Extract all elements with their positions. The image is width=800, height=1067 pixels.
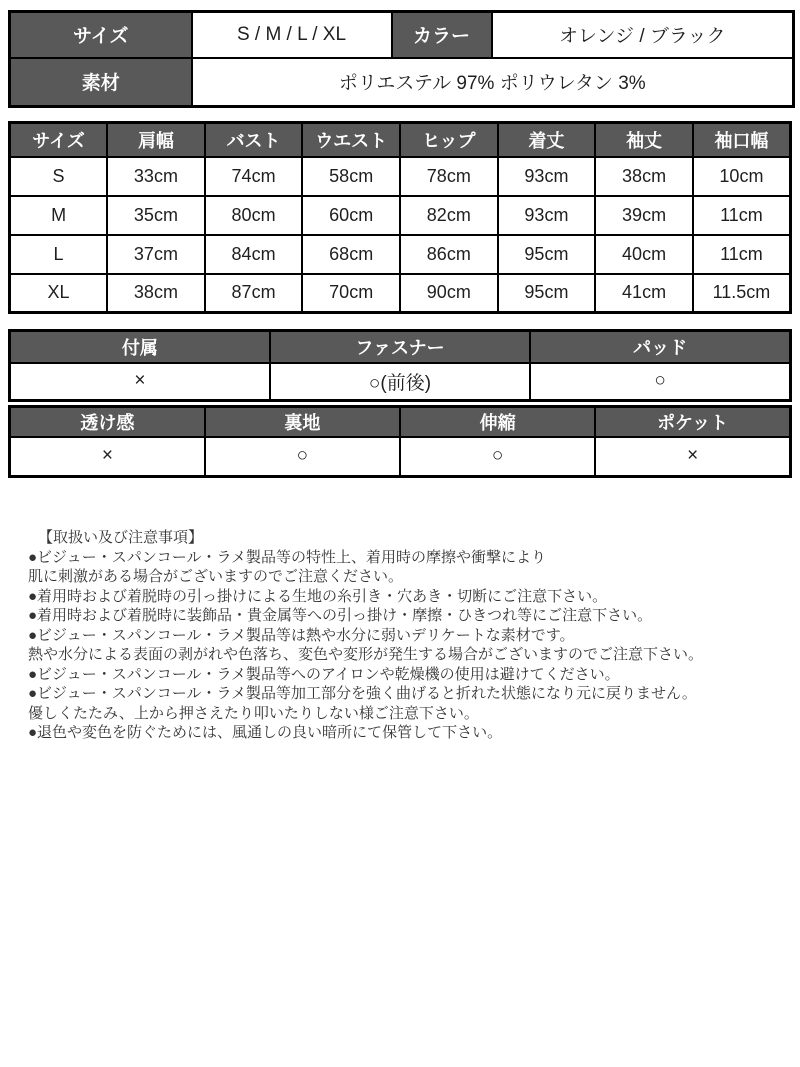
col-header-cuff: 袖口幅 [693,123,791,157]
cell-size: L [10,235,108,274]
care-note-line: ●ビジュー・スパンコール・ラメ製品等は熱や水分に弱いデリケートな素材です。 [28,626,575,644]
cell-hip: 90cm [400,274,498,313]
header-fastener: ファスナー [270,331,530,363]
value-pocket: × [595,437,790,477]
measurement-row-xl [10,274,791,313]
col-header-length: 着丈 [498,123,596,157]
cell-hip: 82cm [400,196,498,235]
measurement-row-l [10,235,791,274]
cell-waist: 70cm [302,274,400,313]
measurement-row-s [10,157,791,196]
cell-bust: 87cm [205,274,303,313]
cell-bust: 74cm [205,157,303,196]
cell-cuff: 11cm [693,235,791,274]
header-lining: 裏地 [205,407,400,437]
cell-sleeve: 40cm [595,235,693,274]
cell-shoulder: 37cm [107,235,205,274]
col-header-size: サイズ [10,123,108,157]
cell-hip: 86cm [400,235,498,274]
care-note-line: ●着用時および着脱時の引っ掛けによる生地の糸引き・穴あき・切断にご注意下さい。 [28,587,608,605]
feature1-value-row [10,363,791,401]
care-notes-title: 【取扱い及び注意事項】 [38,529,204,546]
cell-waist: 68cm [302,235,400,274]
cell-size: M [10,196,108,235]
measurement-row-m [10,196,791,235]
col-header-waist: ウエスト [302,123,400,157]
color-value-cell: オレンジ / ブラック [492,12,794,58]
cell-size: S [10,157,108,196]
cell-length: 93cm [498,196,596,235]
cell-cuff: 11cm [693,196,791,235]
header-pad: パッド [530,331,790,363]
cell-hip: 78cm [400,157,498,196]
care-notes [8,528,792,743]
cell-sleeve: 41cm [595,274,693,313]
cell-sleeve: 39cm [595,196,693,235]
size-value-cell: S / M / L / XL [192,12,392,58]
cell-waist: 58cm [302,157,400,196]
cell-size: XL [10,274,108,313]
spec-material-row [10,58,794,107]
feature-table-1 [8,329,792,402]
value-stretch: ○ [400,437,595,477]
value-pad: ○ [530,363,790,401]
col-header-hip: ヒップ [400,123,498,157]
feature-table-2 [8,405,792,478]
care-note-line: 優しくたたみ、上から押さえたり叩いたりしない様ご注意下さい。 [28,704,479,722]
cell-length: 95cm [498,274,596,313]
value-lining: ○ [205,437,400,477]
material-value-cell: ポリエステル 97% ポリウレタン 3% [192,58,794,107]
care-note-line: ●ビジュー・スパンコール・ラメ製品等の特性上、着用時の摩擦や衝撃により [28,548,547,566]
care-note-line: ●ビジュー・スパンコール・ラメ製品等へのアイロンや乾燥機の使用は避けてください。 [28,665,620,683]
cell-shoulder: 35cm [107,196,205,235]
spec-table [8,10,795,108]
header-sheerness: 透け感 [10,407,205,437]
measurement-table [8,121,792,314]
col-header-sleeve: 袖丈 [595,123,693,157]
cell-length: 93cm [498,157,596,196]
material-label-cell: 素材 [10,58,192,107]
cell-bust: 80cm [205,196,303,235]
cell-bust: 84cm [205,235,303,274]
color-label-cell: カラー [392,12,492,58]
header-pocket: ポケット [595,407,790,437]
header-stretch: 伸縮 [400,407,595,437]
col-header-shoulder: 肩幅 [107,123,205,157]
value-accessory: × [10,363,270,401]
col-header-bust: バスト [205,123,303,157]
size-label-cell: サイズ [10,12,192,58]
feature1-header-row [10,331,791,363]
value-fastener: ○(前後) [270,363,530,401]
feature2-header-row [10,407,791,437]
cell-length: 95cm [498,235,596,274]
cell-cuff: 10cm [693,157,791,196]
care-note-line: ●退色や変色を防ぐためには、風通しの良い暗所にて保管して下さい。 [28,724,503,741]
spec-size-color-row [10,12,794,58]
cell-sleeve: 38cm [595,157,693,196]
header-accessory: 付属 [10,331,270,363]
cell-cuff: 11.5cm [693,274,791,313]
cell-shoulder: 33cm [107,157,205,196]
cell-shoulder: 38cm [107,274,205,313]
care-note-line: ●ビジュー・スパンコール・ラメ製品等加工部分を強く曲げると折れた状態になり元に戻りません。 [28,685,697,702]
care-note-line: ●着用時および着脱時に装飾品・貴金属等への引っ掛け・摩擦・ひきつれ等にご注意下さい。 [28,607,653,624]
care-note-line: 肌に刺激がある場合がございますのでご注意ください。 [28,568,404,585]
care-note-line: 熱や水分による表面の剥がれや色落ち、変色や変形が発生する場合がございますのでご注意下さい。 [28,646,704,663]
value-sheerness: × [10,437,205,477]
feature2-value-row [10,437,791,477]
measurement-header-row [10,123,791,157]
cell-waist: 60cm [302,196,400,235]
